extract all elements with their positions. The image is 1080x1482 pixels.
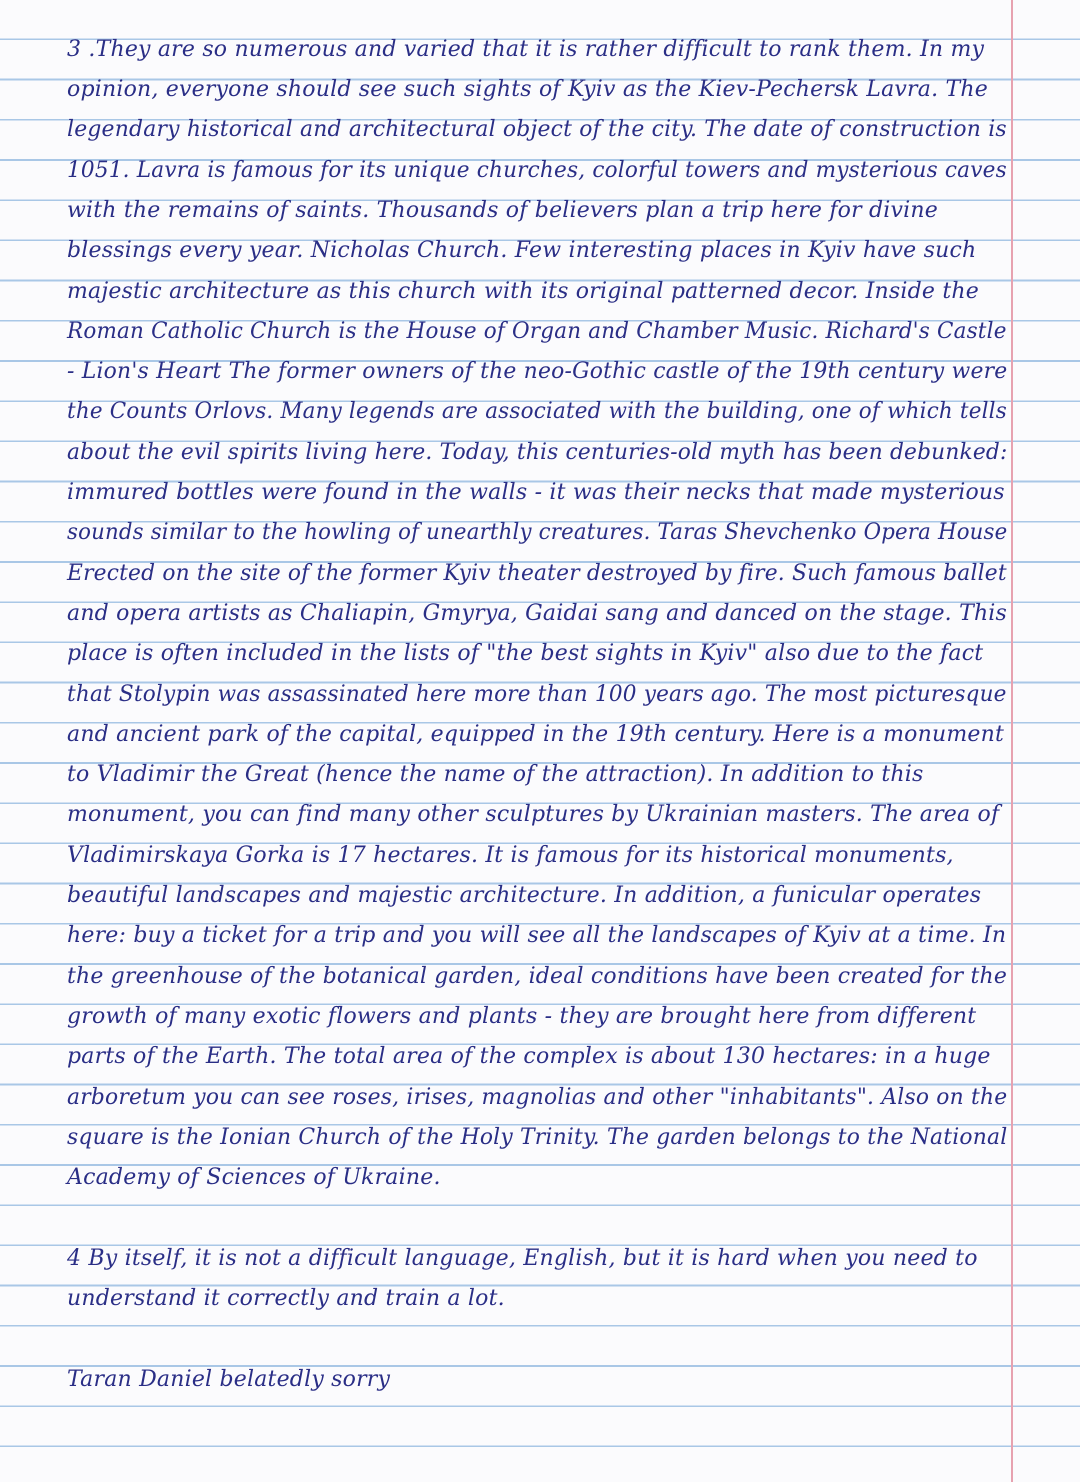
text-line: and opera artists as Chaliapin, Gmyrya, Gaidai sang and danced on the stage. This	[67, 601, 1008, 626]
text-line: growth of many exotic flowers and plants - they are brought here from different	[67, 1004, 977, 1029]
text-line: parts of the Earth. The total area of the complex is about 130 hectares: in a huge	[67, 1044, 991, 1069]
text-line: opinion, everyone should see such sights of Kyiv as the Kiev-Pechersk Lavra. The	[67, 77, 988, 102]
text-line: understand it correctly and train a lot.	[67, 1286, 505, 1311]
text-line: beautiful landscapes and majestic architecture. In addition, a funicular operates	[67, 883, 982, 908]
margin-line	[1011, 0, 1013, 1482]
text-line: arboretum you can see roses, irises, magnolias and other "inhabitants". Also on the	[67, 1085, 1008, 1110]
text-line: Roman Catholic Church is the House of Organ and Chamber Music. Richard's Castle	[67, 319, 1007, 344]
text-line: - Lion's Heart The former owners of the neo-Gothic castle of the 19th century were	[67, 359, 1008, 384]
text-line: the greenhouse of the botanical garden, ideal conditions have been created for the	[67, 964, 1007, 989]
signature-line: Taran Daniel belatedly sorry	[67, 1367, 391, 1392]
text-line: Academy of Sciences of Ukraine.	[67, 1165, 441, 1190]
text-line: about the evil spirits living here. Today, this centuries-old myth has been debunked:	[67, 440, 1008, 465]
text-line: majestic architecture as this church with its original patterned decor. Inside the	[67, 279, 979, 304]
text-line: here: buy a ticket for a trip and you will see all the landscapes of Kyiv at a time. In	[67, 923, 1007, 948]
text-line: sounds similar to the howling of unearthly creatures. Taras Shevchenko Opera House	[67, 520, 1008, 545]
text-line: square is the Ionian Church of the Holy Trinity. The garden belongs to the National	[67, 1125, 1008, 1150]
text-line: 4 By itself, it is not a difficult language, English, but it is hard when you need to	[67, 1246, 978, 1271]
text-line: place is often included in the lists of "the best sights in Kyiv" also due to the fact	[67, 641, 984, 666]
text-line: 1051. Lavra is famous for its unique churches, colorful towers and mysterious caves	[67, 158, 1007, 183]
text-line: to Vladimir the Great (hence the name of the attraction). In addition to this	[67, 762, 924, 787]
text-line: and ancient park of the capital, equipped in the 19th century. Here is a monument	[67, 722, 1005, 747]
text-line: blessings every year. Nicholas Church. Few interesting places in Kyiv have such	[67, 238, 977, 263]
text-line: the Counts Orlovs. Many legends are associated with the building, one of which tells	[67, 399, 1007, 424]
text-line: monument, you can find many other sculptures by Ukrainian masters. The area of	[67, 802, 1000, 827]
text-line: Vladimirskaya Gorka is 17 hectares. It is famous for its historical monuments,	[67, 843, 954, 868]
text-line: with the remains of saints. Thousands of believers plan a trip here for divine	[67, 198, 938, 223]
text-line: immured bottles were found in the walls - it was their necks that made mysterious	[67, 480, 1005, 505]
text-line: legendary historical and architectural object of the city. The date of construction is	[67, 117, 1007, 142]
text-line: that Stolypin was assassinated here more than 100 years ago. The most picturesque	[67, 682, 1007, 707]
text-line: 3 .They are so numerous and varied that it is rather difficult to rank them. In my	[67, 37, 985, 62]
text-line: Erected on the site of the former Kyiv theater destroyed by fire. Such famous ballet	[67, 561, 1007, 586]
